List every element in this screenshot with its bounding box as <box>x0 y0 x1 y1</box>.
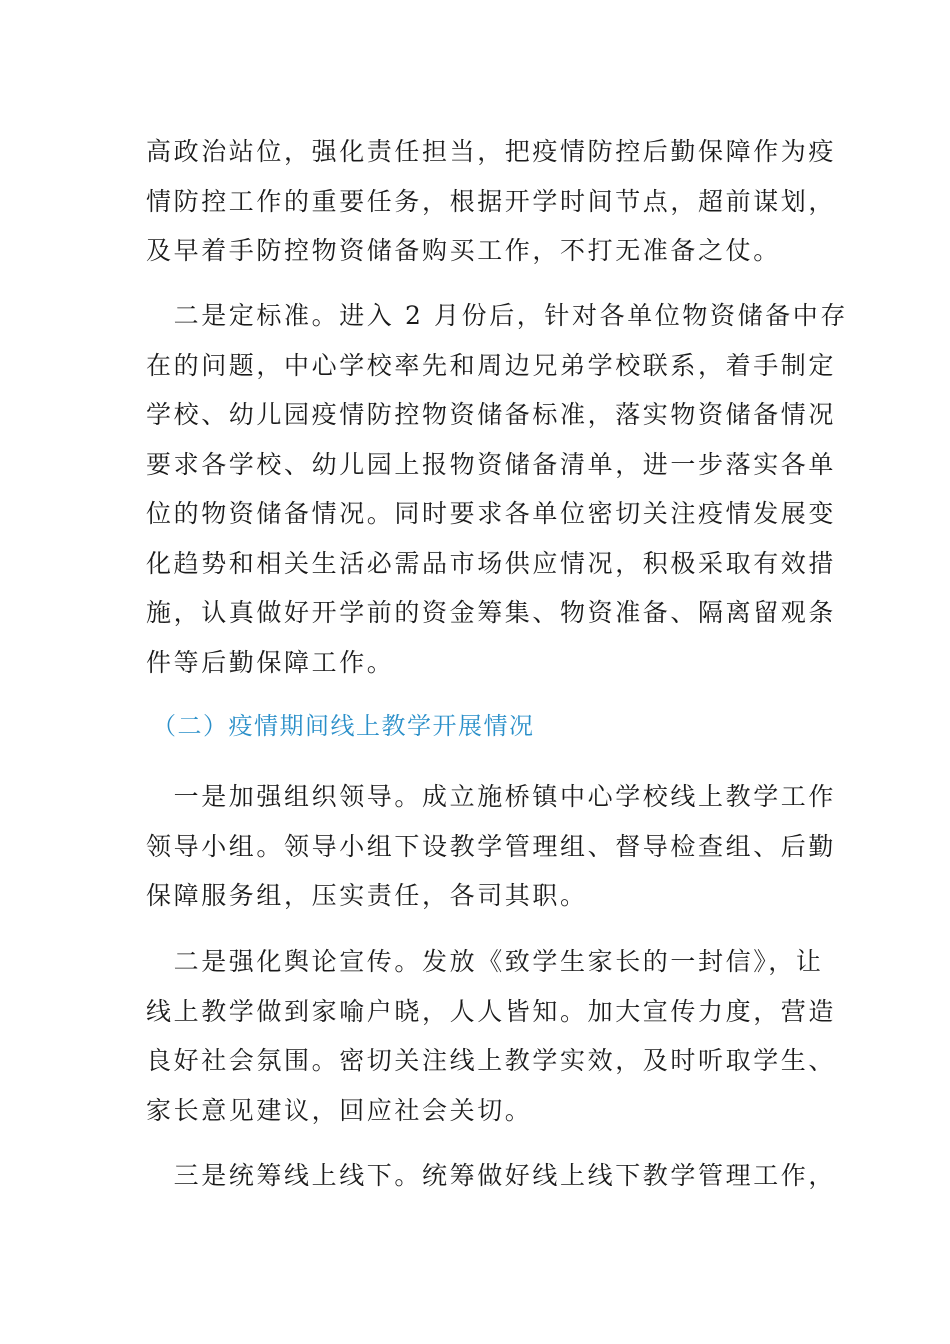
paragraph-line: 位的物资储备情况。同时要求各单位密切关注疫情发展变 <box>146 499 837 528</box>
paragraph-line: 件等后勤保障工作。 <box>146 647 395 677</box>
paragraph-line: 化趋势和相关生活必需品市场供应情况，积极采取有效措 <box>146 548 837 578</box>
paragraph-line: 情防控工作的重要任务，根据开学时间节点，超前谋划， <box>146 186 837 216</box>
paragraph-line: 领导小组。领导小组下设教学管理组、督导检查组、后勤 <box>146 831 837 861</box>
section-heading: （二）疫情期间线上教学开展情况 <box>152 712 535 740</box>
paragraph-line: 一是加强组织领导。成立施桥镇中心学校线上教学工作 <box>146 782 837 811</box>
paragraph-line: 二是定标准。进入 2 月份后，针对各单位物资储备中存 <box>146 301 849 330</box>
paragraph-line: 良好社会氛围。密切关注线上教学实效，及时听取学生、 <box>146 1046 837 1075</box>
paragraph-line: 二是强化舆论宣传。发放《致学生家长的一封信》，让 <box>146 947 824 976</box>
paragraph-2 <box>146 291 849 687</box>
paragraph-4 <box>146 937 837 1135</box>
paragraph-line: 线上教学做到家喻户晓，人人皆知。加大宣传力度，营造 <box>146 996 837 1026</box>
paragraph-5 <box>146 1151 837 1201</box>
paragraph-line: 及早着手防控物资储备购买工作，不打无准备之仗。 <box>146 236 781 265</box>
paragraph-line: 家长意见建议，回应社会关切。 <box>146 1095 533 1125</box>
paragraph-line: 高政治站位，强化责任担当，把疫情防控后勤保障作为疫 <box>146 137 837 166</box>
paragraph-line: 要求各学校、幼儿园上报物资储备清单，进一步落实各单 <box>146 449 837 479</box>
paragraph-line: 三是统筹线上线下。统筹做好线上线下教学管理工作， <box>146 1161 837 1190</box>
paragraph-line: 学校、幼儿园疫情防控物资储备标准，落实物资储备情况 <box>146 400 837 429</box>
paragraph-line: 保障服务组，压实责任，各司其职。 <box>146 881 588 910</box>
paragraph-3 <box>146 772 837 921</box>
paragraph-line: 施，认真做好开学前的资金筹集、物资准备、隔离留观条 <box>146 598 837 627</box>
paragraph-1 <box>146 127 837 276</box>
paragraph-line: 在的问题，中心学校率先和周边兄弟学校联系，着手制定 <box>146 350 837 380</box>
